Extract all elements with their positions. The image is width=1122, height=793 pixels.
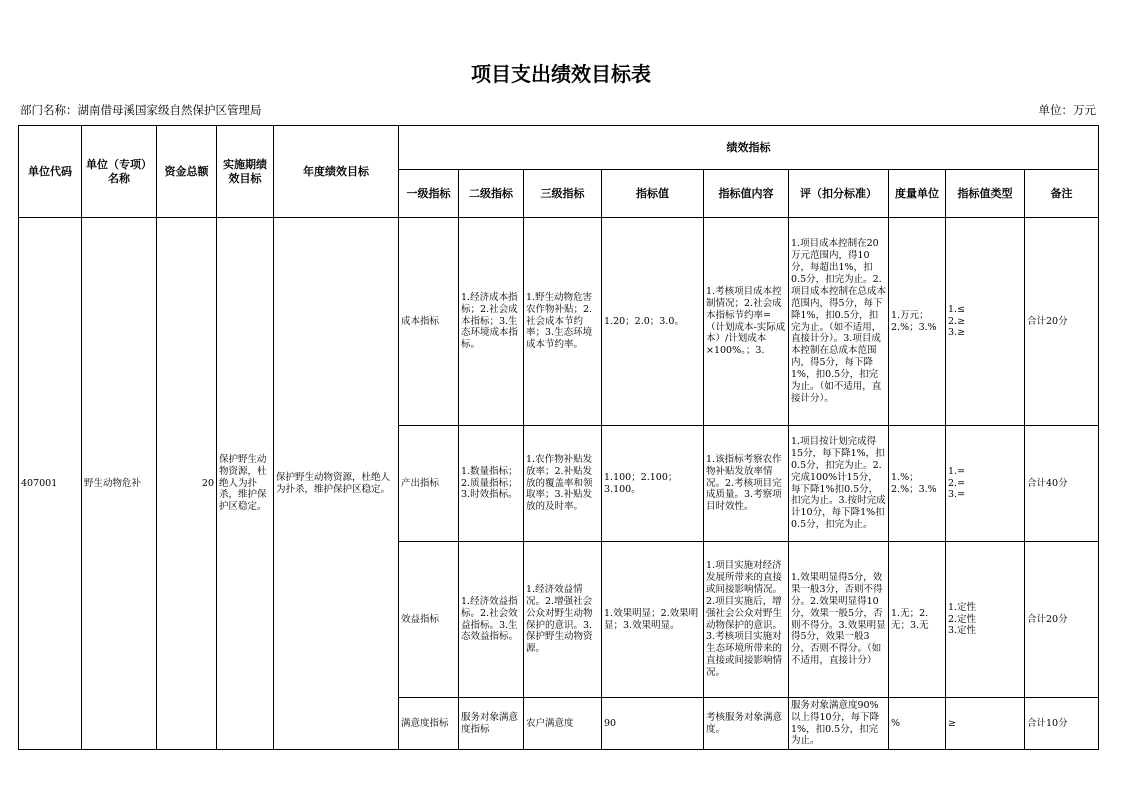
remark-cell: 合计20分 — [1025, 542, 1099, 698]
header-level1: 一级指标 — [399, 170, 459, 218]
performance-table — [18, 125, 1099, 750]
header-unit-code: 单位代码 — [19, 126, 82, 218]
unit-code-cell: 407001 — [19, 218, 82, 750]
level2-cell: 1.经济成本指标；2.社会成本指标；3.生态环境成本指标。 — [459, 218, 524, 426]
value-type-cell: ≥ — [946, 698, 1025, 750]
measure-cell: 1.万元；2.%；3.% — [889, 218, 946, 426]
department-label: 部门名称：湖南借母溪国家级自然保护区管理局 — [20, 103, 262, 117]
header-level2: 二级指标 — [459, 170, 524, 218]
scoring-cell: 1.效果明显得5分，效果一般3分，否则不得分。2.效果明显得10分，效果一般5分，否则不得分。3.效果明显得5分，效果一般3分，否则不得分。（如不适用，直接计分） — [789, 542, 889, 698]
level1-cell: 成本指标 — [399, 218, 459, 426]
value-cell: 90 — [602, 698, 704, 750]
header-period-goal: 实施期绩效目标 — [217, 126, 274, 218]
value-cell: 1.效果明显；2.效果明显；3.效果明显。 — [602, 542, 704, 698]
remark-cell: 合计40分 — [1025, 426, 1099, 542]
remark-cell: 合计20分 — [1025, 218, 1099, 426]
page-title: 项目支出绩效目标表 — [471, 62, 651, 86]
header-annual-goal: 年度绩效目标 — [274, 126, 399, 218]
header-fund-total: 资金总额 — [157, 126, 217, 218]
value-type-cell: 1.定性 2.定性 3.定性 — [946, 542, 1025, 698]
measure-cell: 1.无；2.无；3.无 — [889, 542, 946, 698]
level2-cell: 服务对象满意度指标 — [459, 698, 524, 750]
header-content: 指标值内容 — [704, 170, 789, 218]
level1-cell: 效益指标 — [399, 542, 459, 698]
value-type-cell: 1.≤ 2.≥ 3.≥ — [946, 218, 1025, 426]
remark-cell: 合计10分 — [1025, 698, 1099, 750]
table-row — [19, 218, 1099, 426]
measure-cell: 1.%；2.%；3.% — [889, 426, 946, 542]
scoring-cell: 1.项目成本控制在20万元范围内，得10分，每超出1%，扣0.5分，扣完为止。2.项目成本控制在总成本范围内，得5分，每下降1%，扣0.5分，扣完为止。（如不适用，直接计分）。3.项目成本控制在总成本范围内，得5分，每下降1%，扣0.5分，扣完为止。（如不适用，直接计分）。 — [789, 218, 889, 426]
level1-cell: 产出指标 — [399, 426, 459, 542]
value-type-cell: 1.= 2.= 3.= — [946, 426, 1025, 542]
header-scoring: 评（扣分标准） — [789, 170, 889, 218]
header-value: 指标值 — [602, 170, 704, 218]
value-cell: 1.100；2.100；3.100。 — [602, 426, 704, 542]
header-measure: 度量单位 — [889, 170, 946, 218]
unit-name-cell: 野生动物危补 — [82, 218, 157, 750]
measure-cell: % — [889, 698, 946, 750]
scoring-cell: 服务对象满意度90%以上得10分，每下降1%，扣0.5分，扣完为止。 — [789, 698, 889, 750]
header-value-type: 指标值类型 — [946, 170, 1025, 218]
unit-label: 单位：万元 — [1038, 103, 1096, 117]
level1-cell: 满意度指标 — [399, 698, 459, 750]
value-cell: 1.20；2.0；3.0。 — [602, 218, 704, 426]
level3-cell: 1.野生动物危害农作物补贴；2.社会成本节约率；3.生态环境成本节约率。 — [524, 218, 602, 426]
content-cell: 考核服务对象满意度。 — [704, 698, 789, 750]
scoring-cell: 1.项目按计划完成得15分，每下降1%，扣0.5分，扣完为止。2.完成100%计15分，每下降1%扣0.5分，扣完为止。3.按时完成计10分，每下降1%扣0.5分，扣完为止。 — [789, 426, 889, 542]
content-cell: 1.该指标考察农作物补贴发放率情况。2.考核项目完成质量。3.考察项目时效性。 — [704, 426, 789, 542]
header-unit-name: 单位（专项）名称 — [82, 126, 157, 218]
content-cell: 1.项目实施对经济发展所带来的直接或间接影响情况。2.项目实施后，增强社会公众对野生动物保护的意识。3.考核项目实施对生态环境所带来的直接或间接影响情况。 — [704, 542, 789, 698]
period-goal-cell: 保护野生动物资源，杜绝人为扑杀，维护保护区稳定。 — [217, 218, 274, 750]
header-level3: 三级指标 — [524, 170, 602, 218]
level2-cell: 1.经济效益指标。2.社会效益指标。3.生态效益指标。 — [459, 542, 524, 698]
annual-goal-cell: 保护野生动物资源，杜绝人为扑杀，维护保护区稳定。 — [274, 218, 399, 750]
level3-cell: 1.经济效益情况。2.增强社会公众对野生动物保护的意识。3.保护野生动物资源。 — [524, 542, 602, 698]
level3-cell: 1.农作物补贴发放率；2.补贴发放的覆盖率和领取率；3.补贴发放的及时率。 — [524, 426, 602, 542]
content-cell: 1.考核项目成本控制情况；2.社会成本指标节约率=（计划成本-实际成本）/计划成本×100%。；3. — [704, 218, 789, 426]
header-remark: 备注 — [1025, 170, 1099, 218]
header-performance: 绩效指标 — [399, 126, 1099, 170]
fund-cell: 20 — [157, 218, 217, 750]
level3-cell: 农户满意度 — [524, 698, 602, 750]
level2-cell: 1.数量指标；2.质量指标；3.时效指标。 — [459, 426, 524, 542]
